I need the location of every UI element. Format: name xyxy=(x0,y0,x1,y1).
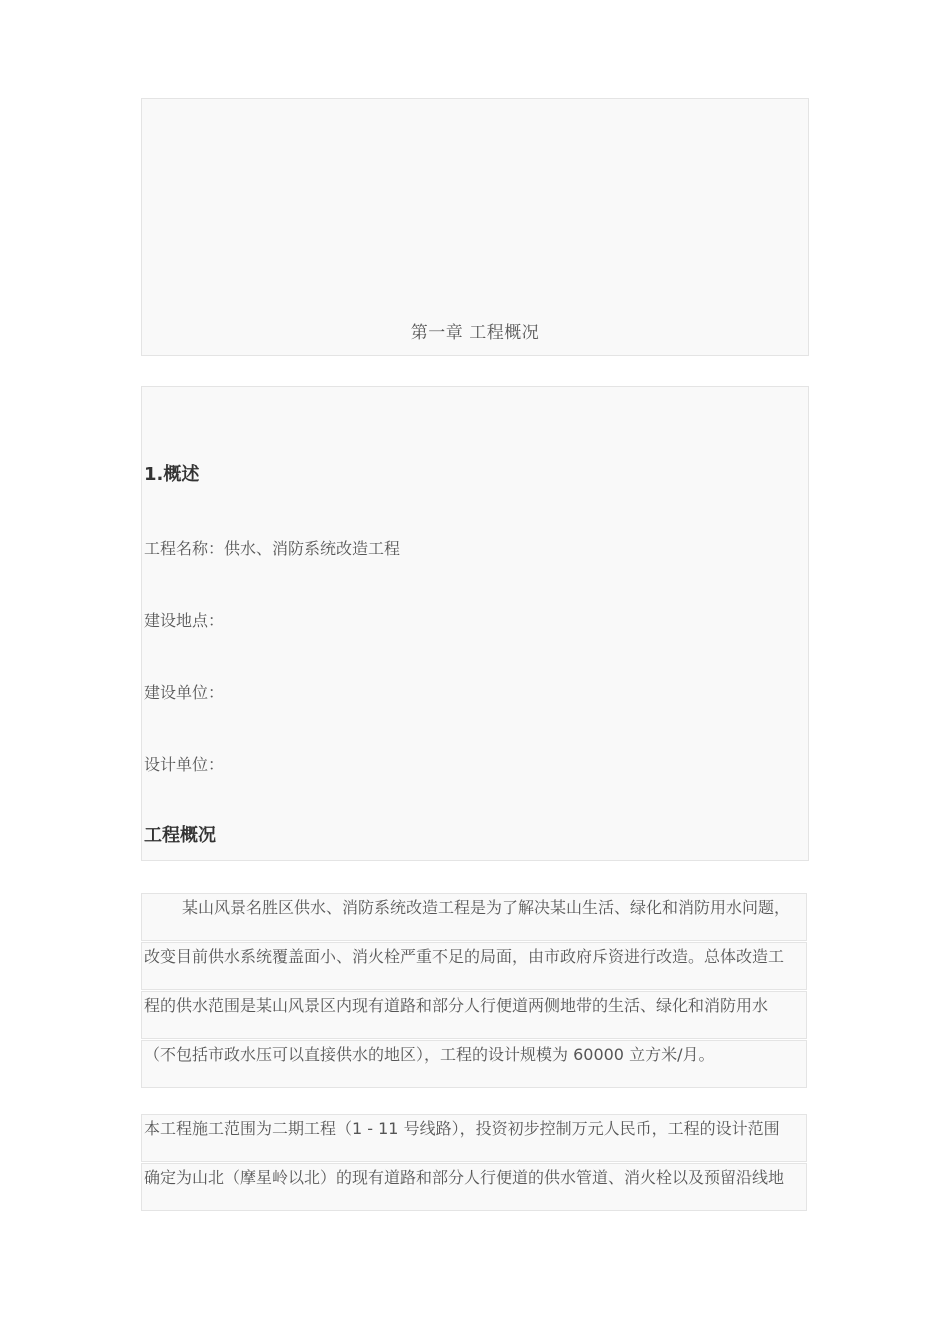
paragraph-line: （不包括市政水压可以直接供水的地区），工程的设计规模为 60000 立方米/月。 xyxy=(141,1040,807,1088)
subsection-heading: 工程概况 xyxy=(144,825,216,846)
overview-section xyxy=(141,386,809,861)
paragraph-line: 程的供水范围是某山风景区内现有道路和部分人行便道两侧地带的生活、绿化和消防用水 xyxy=(141,991,807,1039)
construction-unit: 建设单位： xyxy=(144,683,225,702)
project-description-paragraph xyxy=(141,893,807,1089)
construction-site: 建设地点： xyxy=(144,611,225,630)
chapter-title: 第一章 工程概况 xyxy=(410,323,540,343)
paragraph-line: 改变目前供水系统覆盖面小、消火栓严重不足的局面，由市政府斥资进行改造。总体改造工 xyxy=(141,942,807,990)
construction-scope-paragraph xyxy=(141,1114,807,1212)
paragraph-line: 确定为山北（摩星岭以北）的现有道路和部分人行便道的供水管道、消火栓以及预留沿线地 xyxy=(141,1163,807,1211)
design-unit: 设计单位： xyxy=(144,755,225,774)
section-heading: 1.概述 xyxy=(144,464,200,485)
project-name: 工程名称：供水、消防系统改造工程 xyxy=(144,539,401,558)
chapter-title-block xyxy=(141,98,809,356)
paragraph-line: 本工程施工范围为二期工程（1 - 11 号线路），投资初步控制万元人民币，工程的设计范围 xyxy=(141,1114,807,1162)
paragraph-line: 某山风景名胜区供水、消防系统改造工程是为了解决某山生活、绿化和消防用水问题， xyxy=(141,893,807,941)
